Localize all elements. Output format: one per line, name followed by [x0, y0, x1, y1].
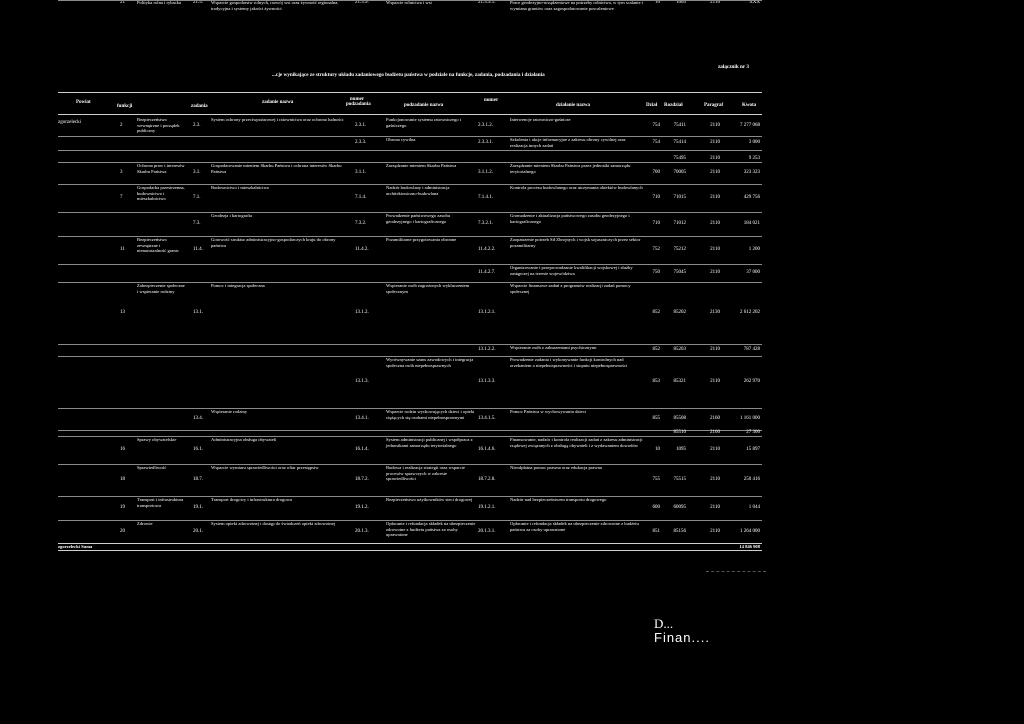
total-label: zgorzelecki Suma [58, 544, 93, 549]
paragraph-code: 2110 [710, 477, 720, 482]
function-number: 7 [120, 195, 123, 200]
action-name: Prace geodezyjno-urządzeniowe na potrzeby rolnictwa, w tym scalanie i wymiana gruntów oraz zagospodarowanie poscaleniowe [510, 0, 644, 11]
col-header-dzialanie-nazwa: działanie nazwa [556, 103, 591, 108]
subtask-name: Opłacanie i refundacja składek na ubezpieczenie zdrowotne z budżetu państwa za osoby uprawnione [386, 521, 476, 538]
amount-value: 787 428 [743, 347, 760, 352]
paragraph-code: 2110 [710, 156, 720, 161]
subtask-number: 20.1.3. [355, 528, 369, 534]
signature-line-2: Finan.... [654, 630, 710, 645]
function-number: 2 [120, 123, 123, 128]
total-bottom-border [58, 550, 762, 551]
paragraph-code: 2110 [710, 140, 720, 145]
section-code: 852 [652, 310, 660, 315]
function-number: 21 [120, 0, 125, 5]
function-name: Bezpieczeństwo wewnętrzne i porządek publiczny [137, 117, 180, 134]
task-number: 11.4. [193, 247, 203, 252]
signature-line-1: D... [654, 616, 674, 631]
paragraph-code: 2110 [710, 505, 720, 510]
col-header-zadanie-nazwa: zadanie nazwa [262, 100, 294, 105]
section-code: 754 [652, 123, 660, 128]
action-number: 20.1.3.1. [478, 528, 496, 534]
paragraph-code: 2160 [710, 416, 720, 421]
paragraph-code: 2110 [710, 195, 720, 200]
action-number: 13.1.2.2. [478, 347, 496, 352]
task-name: Transport drogowy i infrastruktura drogowa [211, 497, 292, 502]
function-name: Polityka rolna i rybacka [137, 0, 182, 5]
subtask-number: 18.7.2. [355, 477, 369, 482]
paragraph-code: 2130 [710, 310, 720, 315]
task-name: Wsparcie wymiaru sprawiedliwości oraz ofiar przestępstw [211, 465, 319, 470]
task-name: Geodezja i kartografia [211, 213, 253, 218]
subtask-name: Pozamilitarne przygotowania obronne [386, 237, 457, 242]
task-number: 21.5. [193, 0, 203, 5]
amount-value: 250 416 [743, 477, 760, 482]
function-number: 18 [120, 477, 125, 482]
action-name: Nieodpłatna pomoc prawna oraz edukacja prawna [510, 465, 602, 470]
function-name: Bezpieczeństwo zewnętrzne i nienaruszalność granic [137, 237, 179, 254]
chapter-code: 85202 [673, 310, 686, 315]
subtask-number: 16.1.4. [355, 447, 369, 452]
action-number: 13.4.1.5. [478, 416, 496, 421]
paragraph-code: 2110 [710, 347, 720, 352]
subtask-number: 21.5.9. [355, 0, 369, 5]
subtask-number: 13.1.3. [355, 379, 369, 384]
subtask-number: 19.1.2. [355, 505, 369, 510]
section-code: 755 [652, 477, 660, 482]
amount-value: 1 161 000 [740, 416, 760, 421]
amount-value: 262 970 [743, 379, 760, 384]
action-name: Finansowanie, nadzór i kontrola realizacji zadań z zakresu administracji rządowej związanych z obsługą obywateli i z wydawaniem dowodów [510, 437, 643, 448]
subtask-name: Wspieranie osób zagrożonych wykluczeniem społecznym [386, 283, 470, 294]
function-number: 16 [120, 447, 125, 452]
paragraph-code: 2110 [710, 379, 720, 384]
function-name: Ochrona praw i interesów Skarbu Państwa [137, 163, 185, 174]
chapter-code: 85508 [673, 416, 686, 421]
task-number: 16.1. [193, 447, 203, 452]
subtask-number: 3.1.1. [355, 170, 367, 175]
subtask-number: 7.3.2. [355, 221, 367, 226]
amount-value: 7 277 068 [740, 123, 760, 128]
subtask-name: Bezpieczeństwo użytkowników sieci drogowej [386, 497, 473, 502]
total-top-border [58, 543, 762, 544]
amount-value: 1 264 000 [740, 528, 760, 534]
action-number: 21.5.9.1. [478, 0, 496, 5]
section-code: 600 [652, 505, 660, 510]
task-name: System ochrony przeciwpożarowej i ratownictwa oraz ochrona ludności [211, 117, 344, 122]
subtask-name: Obrona cywilna [386, 137, 416, 142]
action-number: 7.1.4.1. [478, 195, 493, 200]
function-name: Gospodarka przestrzenna, budownictwo i mieszkalnictwo [137, 185, 185, 202]
chapter-code: 60095 [673, 505, 686, 510]
task-number: 7.1. [193, 195, 201, 200]
chapter-code: 75212 [673, 247, 686, 252]
section-code: 750 [652, 270, 660, 275]
action-number: 19.1.2.1. [478, 505, 496, 510]
amount-value: 3 000 [748, 140, 760, 145]
action-number: 13.1.2.1. [478, 310, 496, 315]
function-number: 3 [120, 170, 123, 175]
paragraph-code: 2160 [710, 430, 720, 435]
action-name: Prowadzenie zadania i wykonywanie funkcji kontrolnych nad orzekaniem o niepełnosprawności i stopniu niepełnosprawności [510, 357, 628, 368]
task-name: Wspieranie rodziny [211, 409, 248, 414]
section-code: 752 [652, 247, 660, 252]
amount-value: 9 253 [748, 156, 760, 161]
subtask-name: Prowadzenie państwowego zasobu geodezyjnego i kartograficznego [386, 213, 451, 224]
task-name: Wsparcie gospodarstw rolnych, rozwój wsi oraz żywność regionalna, tradycyjna i systemy jakości żywności [211, 0, 339, 11]
col-header-funkcja: funkcji [117, 104, 133, 109]
faint-mark [706, 571, 766, 572]
amount-value: 15 897 [746, 447, 760, 452]
attachment-label: załącznik nr 3 [718, 64, 750, 70]
row-separator [58, 264, 762, 265]
subtask-name: System administracji publicznej i współpraca z jednostkami samorządu terytorialnego [386, 437, 473, 448]
action-name: Interwencje ratowniczo-gaśnicze [510, 117, 571, 122]
action-name: Kontrola procesu budowlanego oraz utrzymania obiektów budowlanych [510, 185, 643, 190]
action-name: Opłacanie i refundacja składek na ubezpieczenie zdrowotne z budżetu państwa za osoby uprawnione [510, 521, 639, 532]
paragraph-code: 2110 [710, 123, 720, 128]
task-number: 7.3. [193, 221, 201, 226]
chapter-code: 71015 [673, 195, 686, 200]
amount-value: 323 323 [743, 170, 760, 175]
amount-value: 184 021 [743, 221, 760, 226]
action-name: Gromadzenie i aktualizacja państwowego zasobu geodezyjnego i kartograficznego [510, 213, 630, 224]
paragraph-code: 2110 [710, 170, 720, 175]
function-name: Sprawy obywatelskie [137, 437, 177, 442]
task-number: 19.1. [193, 505, 203, 510]
amount-value: 37 000 [746, 270, 760, 275]
action-number: 18.7.2.8. [478, 477, 496, 482]
chapter-code: 75495 [673, 156, 686, 161]
task-number: 2.3. [193, 123, 201, 128]
paragraph-code: 2110 [710, 447, 720, 452]
paragraph-code: 2110 [710, 528, 720, 534]
subtask-number: 2.3.1. [355, 123, 367, 128]
section-code: 10 [655, 0, 660, 5]
section-code: 754 [652, 140, 660, 145]
function-number: 13 [120, 310, 125, 315]
row-separator [58, 150, 762, 151]
chapter-code: 75414 [673, 140, 686, 145]
amount-value: 429 756 [743, 195, 760, 200]
subtask-number: 7.1.4. [355, 195, 367, 200]
header-top-border [58, 92, 762, 93]
task-number: 13.4. [193, 416, 203, 421]
subtask-number: 2.3.3. [355, 140, 367, 145]
action-number: 13.1.3.3. [478, 379, 496, 384]
section-code: 710 [652, 195, 660, 200]
action-number: 11.4.2.2. [478, 247, 496, 252]
action-number: 7.3.2.1. [478, 221, 493, 226]
function-name: Sprawiedliwość [137, 465, 167, 470]
action-number: 16.1.4.6. [478, 447, 496, 452]
paragraph-code: 2110 [710, 270, 720, 275]
subtask-name: Wyrównywanie szans zawodowych i integracja społeczna osób niepełnosprawnych [386, 357, 474, 368]
section-code: 855 [652, 416, 660, 421]
amount-value: 1 044 [748, 505, 760, 510]
task-number: 3.1. [193, 170, 201, 175]
function-number: 20 [120, 528, 125, 534]
chapter-code: 75411 [673, 123, 686, 128]
amount-value: 27 300 [746, 430, 760, 435]
task-name: Gospodarowanie mieniem Skarbu Państwa i ochrona interesów Skarbu Państwa [211, 163, 342, 174]
powiat-name: zgorzelecki [58, 120, 82, 125]
paragraph-code: 2110 [710, 0, 720, 5]
row-separator [58, 0, 762, 1]
col-header-zadanie: zadania [191, 104, 208, 109]
col-header-kwota: Kwota [742, 103, 757, 108]
chapter-code: 71012 [673, 221, 686, 226]
col-header-rozdzial: Rozdział [664, 103, 683, 108]
paragraph-code: 2110 [710, 221, 720, 226]
col-header-paragraf: Paragraf [704, 103, 724, 108]
subtask-name: Nadzór budowlany i administracja architektoniczno-budowlana [386, 185, 450, 196]
task-name: Administracyjna obsługa obywateli [211, 437, 277, 442]
action-name: Wspieranie osób z zaburzeniami psychicznymi [510, 345, 597, 350]
chapter-code: 85321 [673, 379, 686, 384]
col-header-podzadanie-nazwa: podzadanie nazwa [404, 103, 444, 108]
subtask-name: Budowa i realizacja strategii oraz wsparcie procesów sprawczych w zakresie sprawiedliwości [386, 465, 465, 482]
col-header-numer-podzadania: numer podzadania [346, 97, 371, 107]
action-number: 2.3.1.2. [478, 123, 493, 128]
section-code: 700 [652, 170, 660, 175]
chapter-code: 85203 [673, 347, 686, 352]
section-code: 710 [652, 221, 660, 226]
section-code: 851 [652, 528, 660, 534]
function-number: 19 [120, 505, 125, 510]
chapter-code: 75515 [673, 477, 686, 482]
chapter-code: 70005 [673, 170, 686, 175]
action-name: Wsparcie finansowe zadań z programów realizacji zadań pomocy społecznej [510, 283, 631, 294]
header-bottom-border [58, 114, 762, 115]
action-name: Zarządzanie mieniem Skarbu Państwa przez jednostki samorządu terytorialnego [510, 163, 631, 174]
subtask-number: 11.4.2. [355, 247, 369, 252]
action-number: 2.3.3.1. [478, 140, 493, 145]
action-number: 3.1.1.2. [478, 170, 493, 175]
subtask-name: Wsparcie rodzin wychowujących dzieci i opieki ciężących się osobami niepełnosprawnymi [386, 409, 475, 420]
row-separator [58, 344, 762, 345]
section-code: 852 [652, 347, 660, 352]
action-name: Szkolenia i akcje informacyjne z zakresu obrony cywilnej oraz realizacja innych zadań [510, 137, 626, 148]
col-header-dzial: Dział [646, 103, 658, 108]
chapter-code: 1005 [676, 0, 686, 5]
task-name: Budownictwo i mieszkalnictwo [211, 185, 270, 190]
document-title: ...cje wynikające ze struktury układu zadaniowego budżetu państwa w podziale na funkcje, zadania, podzadania i działania [272, 72, 545, 78]
chapter-code: 85510 [673, 430, 686, 435]
amount-value: 1 200 [748, 247, 760, 252]
section-code: 10 [655, 447, 660, 452]
action-name: Zaopatrzenie potrzeb Sił Zbrojnych i wojsk sojuszniczych przez sektor pozamilitarny [510, 237, 641, 248]
chapter-code: 75045 [673, 270, 686, 275]
row-separator [58, 430, 762, 431]
chapter-code: 85156 [673, 528, 686, 534]
task-name: Gotowość struktur administracyjno-gospodarczych kraju do obrony państwa [211, 237, 336, 248]
function-name: Transport i infrastruktura transportowa [137, 497, 184, 508]
amount-value: XXX [749, 0, 760, 5]
task-number: 13.1. [193, 310, 203, 315]
total-value: 14 846 908 [739, 544, 760, 549]
task-number: 18.7. [193, 477, 203, 482]
subtask-name: Funkcjonowanie systemu ratowniczego i gaśniczego [386, 117, 462, 128]
paragraph-code: 2110 [710, 247, 720, 252]
function-number: 11 [120, 247, 125, 252]
col-header-numer-dzialania: numer [484, 98, 499, 103]
subtask-number: 13.4.1. [355, 416, 369, 421]
subtask-number: 13.1.2. [355, 310, 369, 315]
task-number: 20.1. [193, 528, 203, 534]
task-name: Pomoc i integracja społeczna [211, 283, 265, 288]
action-name: Pomoc Państwa w wychowywaniu dzieci [510, 409, 587, 414]
task-name: System opieki zdrowotnej i dostęp do świadczeń opieki zdrowotnej [211, 521, 336, 526]
action-name: Nadzór nad bezpieczeństwem transportu drogowego [510, 497, 607, 502]
amount-value: 2 612 202 [740, 310, 760, 315]
subtask-name: Wsparcie rolnictwa i wsi [386, 0, 432, 5]
action-name: Organizowanie i przeprowadzanie kwalifikacji wojskowej i służby zastępczej na terenie województwa [510, 265, 633, 276]
col-header-powiat: Powiat [76, 100, 91, 105]
function-name: Zabezpieczenie społeczne i wspieranie rodziny [137, 283, 185, 294]
function-name: Zdrowie [137, 521, 153, 526]
subtask-name: Zarządzanie mieniem Skarbu Państwa [386, 163, 457, 168]
section-code: 853 [652, 379, 660, 384]
action-number: 11.4.2.7. [478, 270, 496, 275]
chapter-code: 1095 [676, 447, 686, 452]
